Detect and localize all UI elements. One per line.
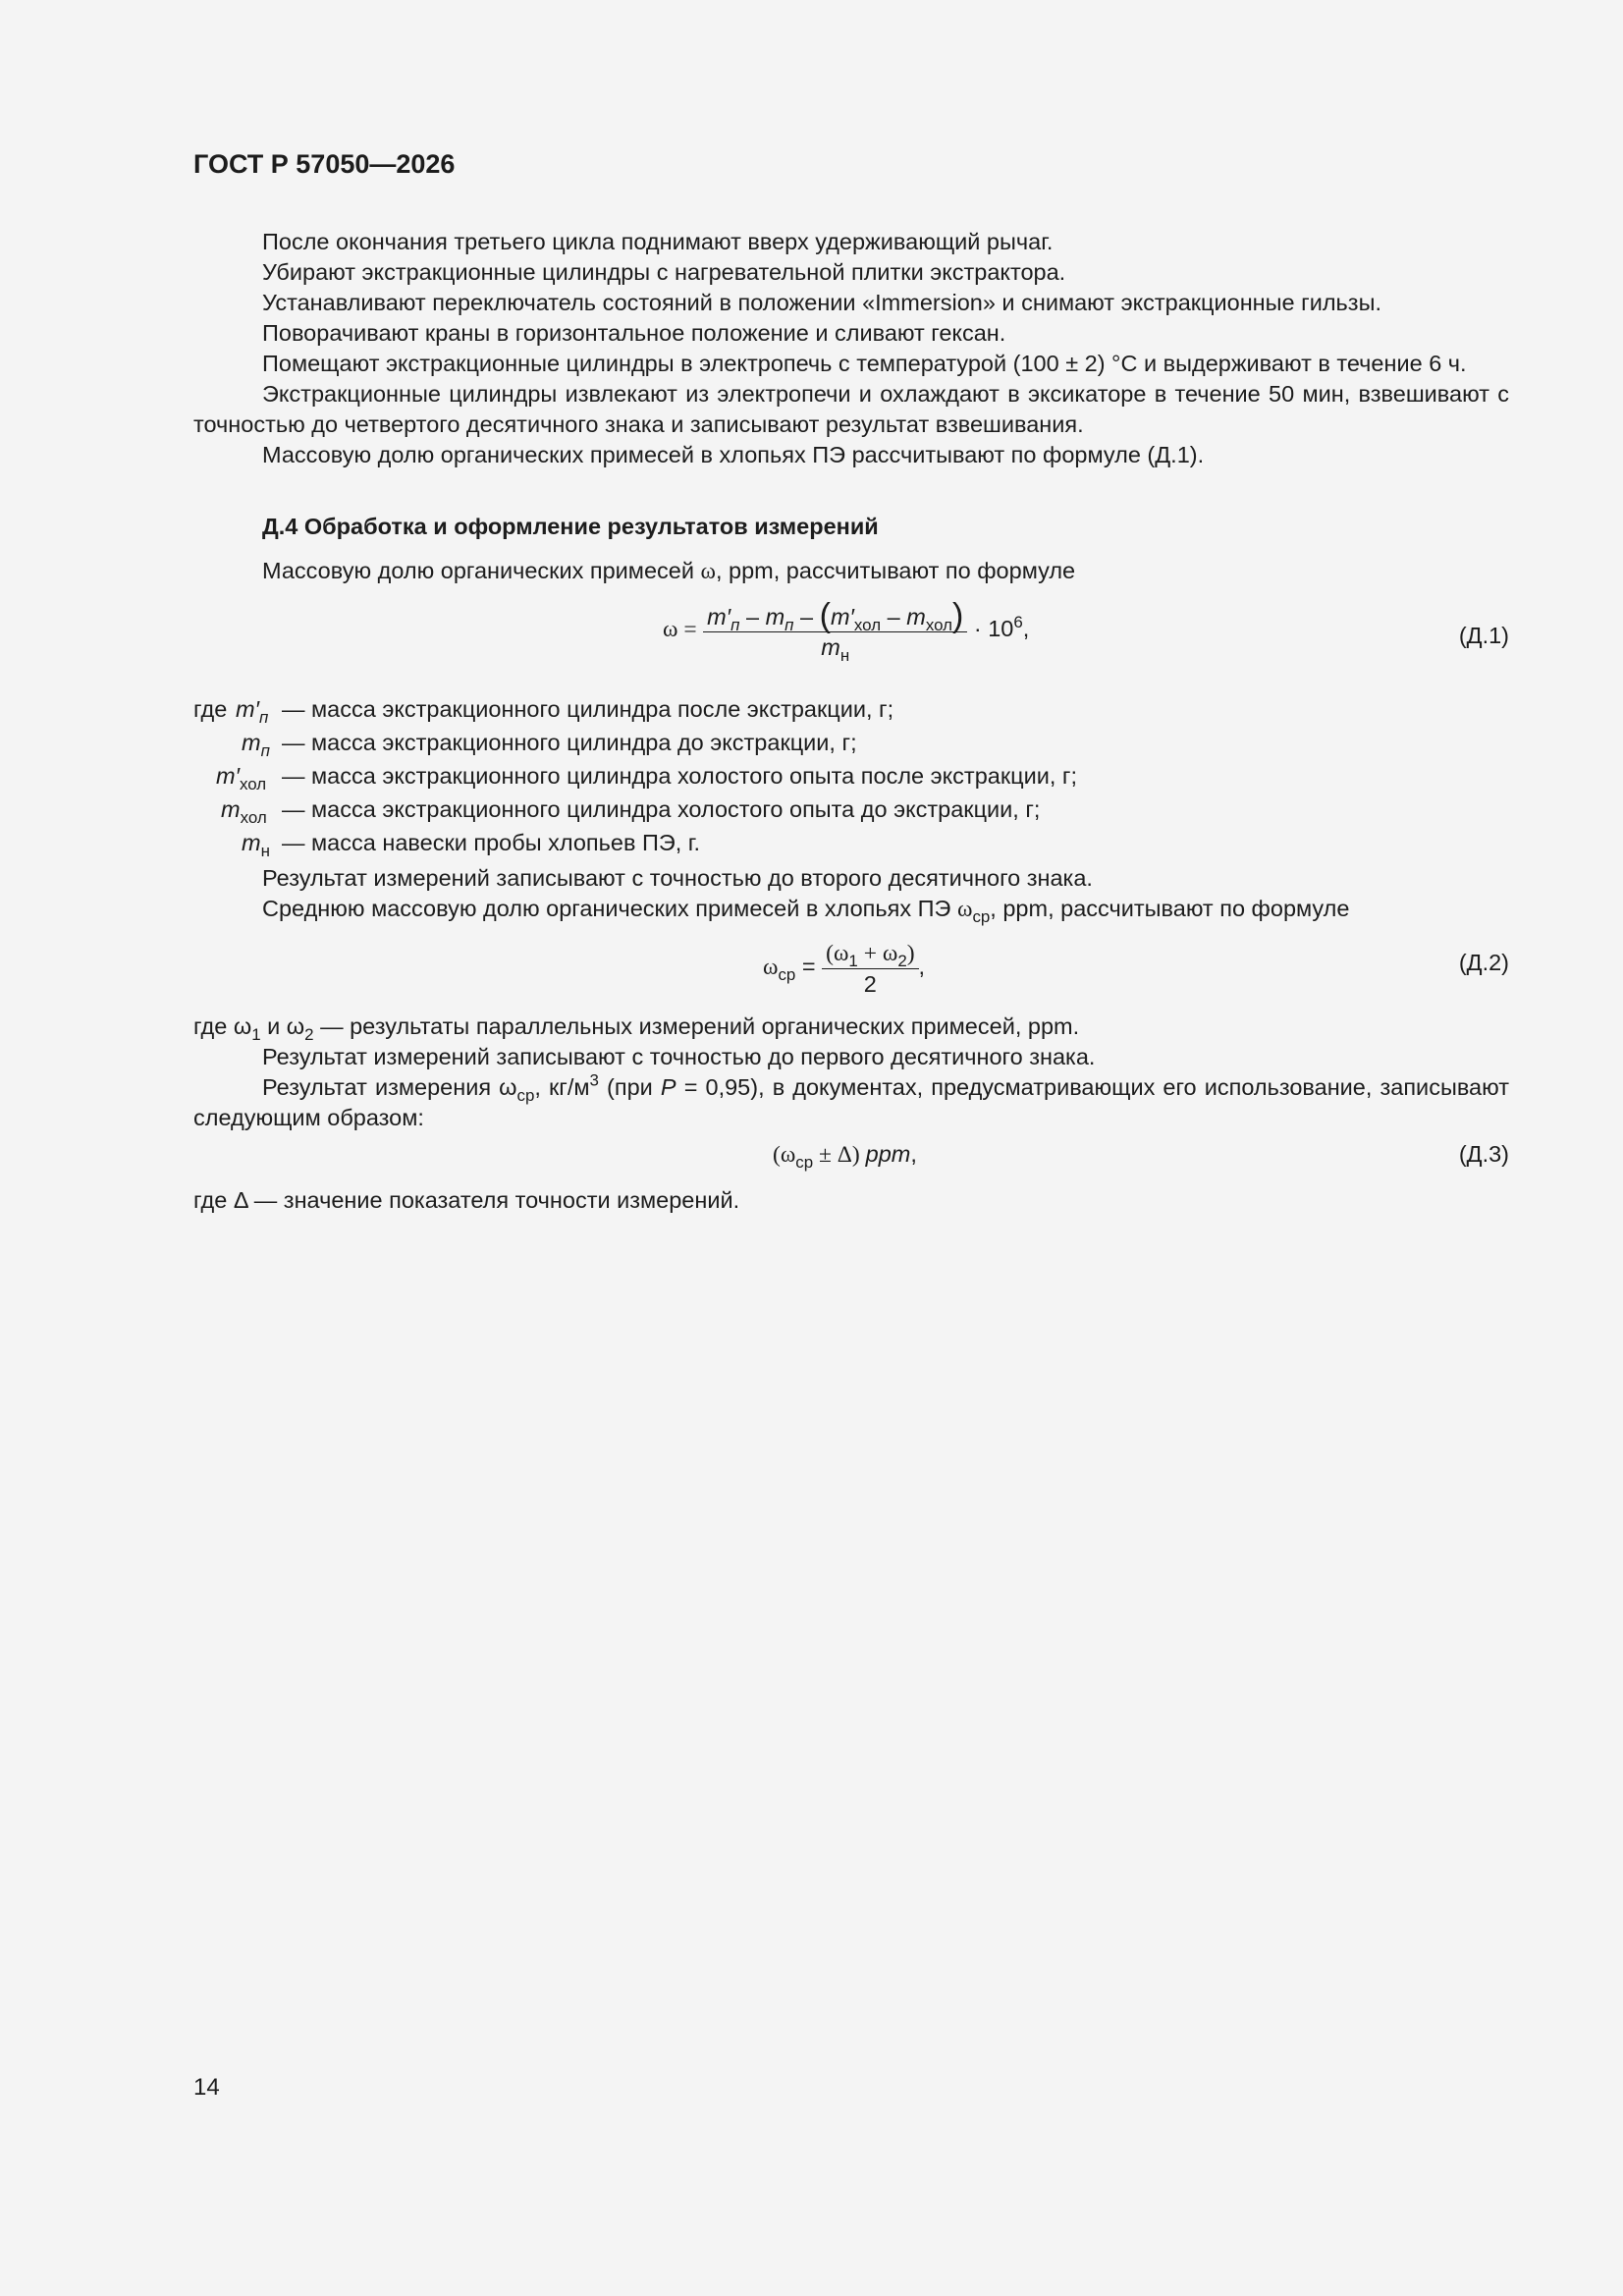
paren-open: (: [819, 597, 831, 634]
page-number: 14: [193, 2074, 220, 2101]
var: m′: [707, 604, 731, 629]
section-heading: Д.4 Обработка и оформление результатов измерений: [262, 514, 879, 539]
definitions-intro: где: [193, 696, 228, 722]
definition-symbol: [221, 794, 267, 825]
var: m: [242, 830, 261, 855]
definition-symbol: [236, 694, 268, 725]
var: m: [221, 796, 241, 822]
definition-text: — масса навески пробы хлопьев ПЭ, г.: [282, 830, 701, 855]
var-sub: хол: [925, 615, 952, 634]
unit: ppm: [865, 1141, 911, 1167]
formula-d3-row: [193, 1139, 1509, 1173]
definition-row: [193, 761, 1509, 794]
paragraph: [193, 1072, 1509, 1133]
var-sub: н: [839, 645, 850, 665]
formula-number: (Д.2): [1458, 950, 1509, 975]
paren-close: ): [951, 597, 964, 634]
formula-lead-paragraph: [193, 556, 1509, 587]
var-sub: хол: [853, 615, 882, 634]
text: и ω: [260, 1013, 305, 1039]
paragraph: Устанавливают переключатель состояний в положении «Immersion» и снимают экстракционные гильзы.: [262, 290, 1381, 315]
fraction: [703, 597, 967, 665]
definition-row: [193, 694, 1509, 728]
definition-symbol: [216, 761, 266, 792]
text: Среднюю массовую долю органических примесей в хлопьях ПЭ: [262, 896, 957, 921]
var-sub: п: [730, 615, 740, 634]
omega-symbol: ω: [763, 955, 779, 981]
text: (ω: [773, 1142, 796, 1168]
formula-d2: [763, 938, 925, 999]
definition-text: — масса экстракционного цилиндра холостого опыта после экстракции, г;: [282, 763, 1077, 789]
text: ): [906, 941, 915, 966]
definition-symbol: [242, 728, 270, 758]
var: m′: [830, 604, 854, 629]
document-header-title: ГОСТ Р 57050—2026: [193, 149, 456, 179]
text: + ω: [857, 941, 898, 966]
op: –: [800, 604, 814, 629]
var-sub: п: [258, 707, 269, 727]
final-note: [193, 1185, 1509, 1216]
definition-text: — масса экстракционного цилиндра до экстракции, г;: [282, 730, 857, 755]
text: — значение показателя точности измерений.: [247, 1187, 740, 1213]
definition-text: — масса экстракционного цилиндра после экстракции, г;: [282, 696, 894, 722]
var: m: [765, 604, 785, 629]
fraction-denominator: [703, 632, 967, 665]
var: P: [660, 1074, 676, 1100]
text: где ω: [193, 1013, 252, 1039]
paragraph: Экстракционные цилиндры извлекают из электропечи и охлаждают в эксикаторе в течение 50 мин, взвешивают с точностью до четвертого десятичного знака и записывают результат взвешивания.: [193, 381, 1509, 437]
definition-text: — масса экстракционного цилиндра холостого опыта до экстракции, г;: [282, 796, 1041, 822]
var: m: [242, 730, 261, 755]
section-block: [193, 512, 1509, 587]
definition-row: [193, 828, 1509, 861]
text: где Δ: [193, 1187, 248, 1213]
text: ± Δ): [813, 1142, 866, 1168]
paragraph: Результат измерений записывают с точностью до второго десятичного знака.: [262, 865, 1093, 891]
after-definitions: [193, 863, 1509, 925]
op: –: [745, 604, 760, 629]
omega-symbol: ω: [956, 897, 973, 922]
var-sub: 2: [897, 951, 907, 970]
var: m: [906, 604, 926, 629]
formula-lhs: ω =: [663, 617, 697, 643]
text: — результаты параллельных измерений органических примесей, ppm.: [313, 1013, 1080, 1039]
var-sub: хол: [239, 774, 267, 793]
trail: ,: [918, 954, 926, 980]
definition-row: [193, 794, 1509, 828]
paragraph: После окончания третьего цикла поднимают вверх удерживающий рычаг.: [262, 229, 1054, 254]
text: , ppm, рассчитывают по формуле: [990, 896, 1350, 921]
var-sub: п: [784, 615, 794, 634]
var-sub: ср: [972, 906, 991, 926]
paragraph: Результат измерений записывают с точностью до первого десятичного знака.: [262, 1044, 1096, 1069]
lead-text: Массовую долю органических примесей: [262, 558, 701, 583]
formula-d1: [663, 597, 1030, 665]
paragraph: [193, 894, 1509, 925]
var-sub: хол: [240, 807, 267, 827]
exponent: 6: [1013, 612, 1023, 631]
var-sub: ср: [795, 1152, 814, 1172]
definition-row: [193, 728, 1509, 761]
fraction-denominator: 2: [863, 971, 877, 997]
text: , кг/м: [534, 1074, 590, 1100]
var: m′: [236, 696, 259, 722]
formula-number: (Д.3): [1458, 1141, 1509, 1167]
var-sub: ср: [778, 965, 796, 985]
definitions-list: [193, 694, 1509, 861]
var-sub: н: [260, 841, 270, 860]
trail: ,: [910, 1141, 917, 1167]
definition-symbol: [242, 828, 270, 858]
intro-text: [193, 227, 1509, 470]
text: (при: [598, 1074, 661, 1100]
fraction-numerator: [822, 938, 918, 969]
text: Результат измерения ω: [262, 1074, 517, 1100]
paragraph: Убирают экстракционные цилиндры с нагревательной плитки экстрактора.: [262, 259, 1066, 285]
omega-symbol: ω: [700, 559, 716, 584]
paragraph: Поворачивают краны в горизонтальное положение и сливают гексан.: [262, 320, 1006, 346]
multiplier: · 10: [973, 616, 1014, 642]
formula-d2-row: [193, 938, 1509, 1003]
var-sub: ср: [516, 1085, 535, 1105]
var-sub: 1: [848, 951, 858, 970]
formula-number: (Д.1): [1458, 623, 1509, 648]
paragraph: [193, 1185, 1509, 1216]
superscript: 3: [589, 1070, 599, 1090]
formula-d1-row: [193, 599, 1509, 678]
op: =: [801, 954, 816, 980]
trail: ,: [1022, 616, 1030, 642]
var-sub: п: [260, 740, 270, 760]
fraction: [822, 938, 918, 999]
paragraph: Массовую долю органических примесей в хлопьях ПЭ рассчитывают по формуле (Д.1).: [262, 442, 1205, 467]
op: –: [887, 604, 900, 629]
lead-text-after: , ppm, рассчитывают по формуле: [715, 558, 1076, 583]
var-sub: 1: [251, 1024, 261, 1044]
after-formula-2: [193, 1011, 1509, 1133]
fraction-numerator: [703, 599, 967, 632]
paragraph: Помещают экстракционные цилиндры в электропечь с температурой (100 ± 2) °С и выдерживают в течение 6 ч.: [262, 351, 1467, 376]
text: = 0,95), в документах, предусматривающих его использование, записывают следующим образом:: [193, 1074, 1509, 1130]
formula-d3: [773, 1139, 917, 1171]
var-sub: 2: [304, 1024, 314, 1044]
paragraph: [193, 1011, 1509, 1042]
var: m: [821, 634, 840, 660]
var: m′: [216, 763, 240, 789]
text: (ω: [826, 941, 849, 966]
